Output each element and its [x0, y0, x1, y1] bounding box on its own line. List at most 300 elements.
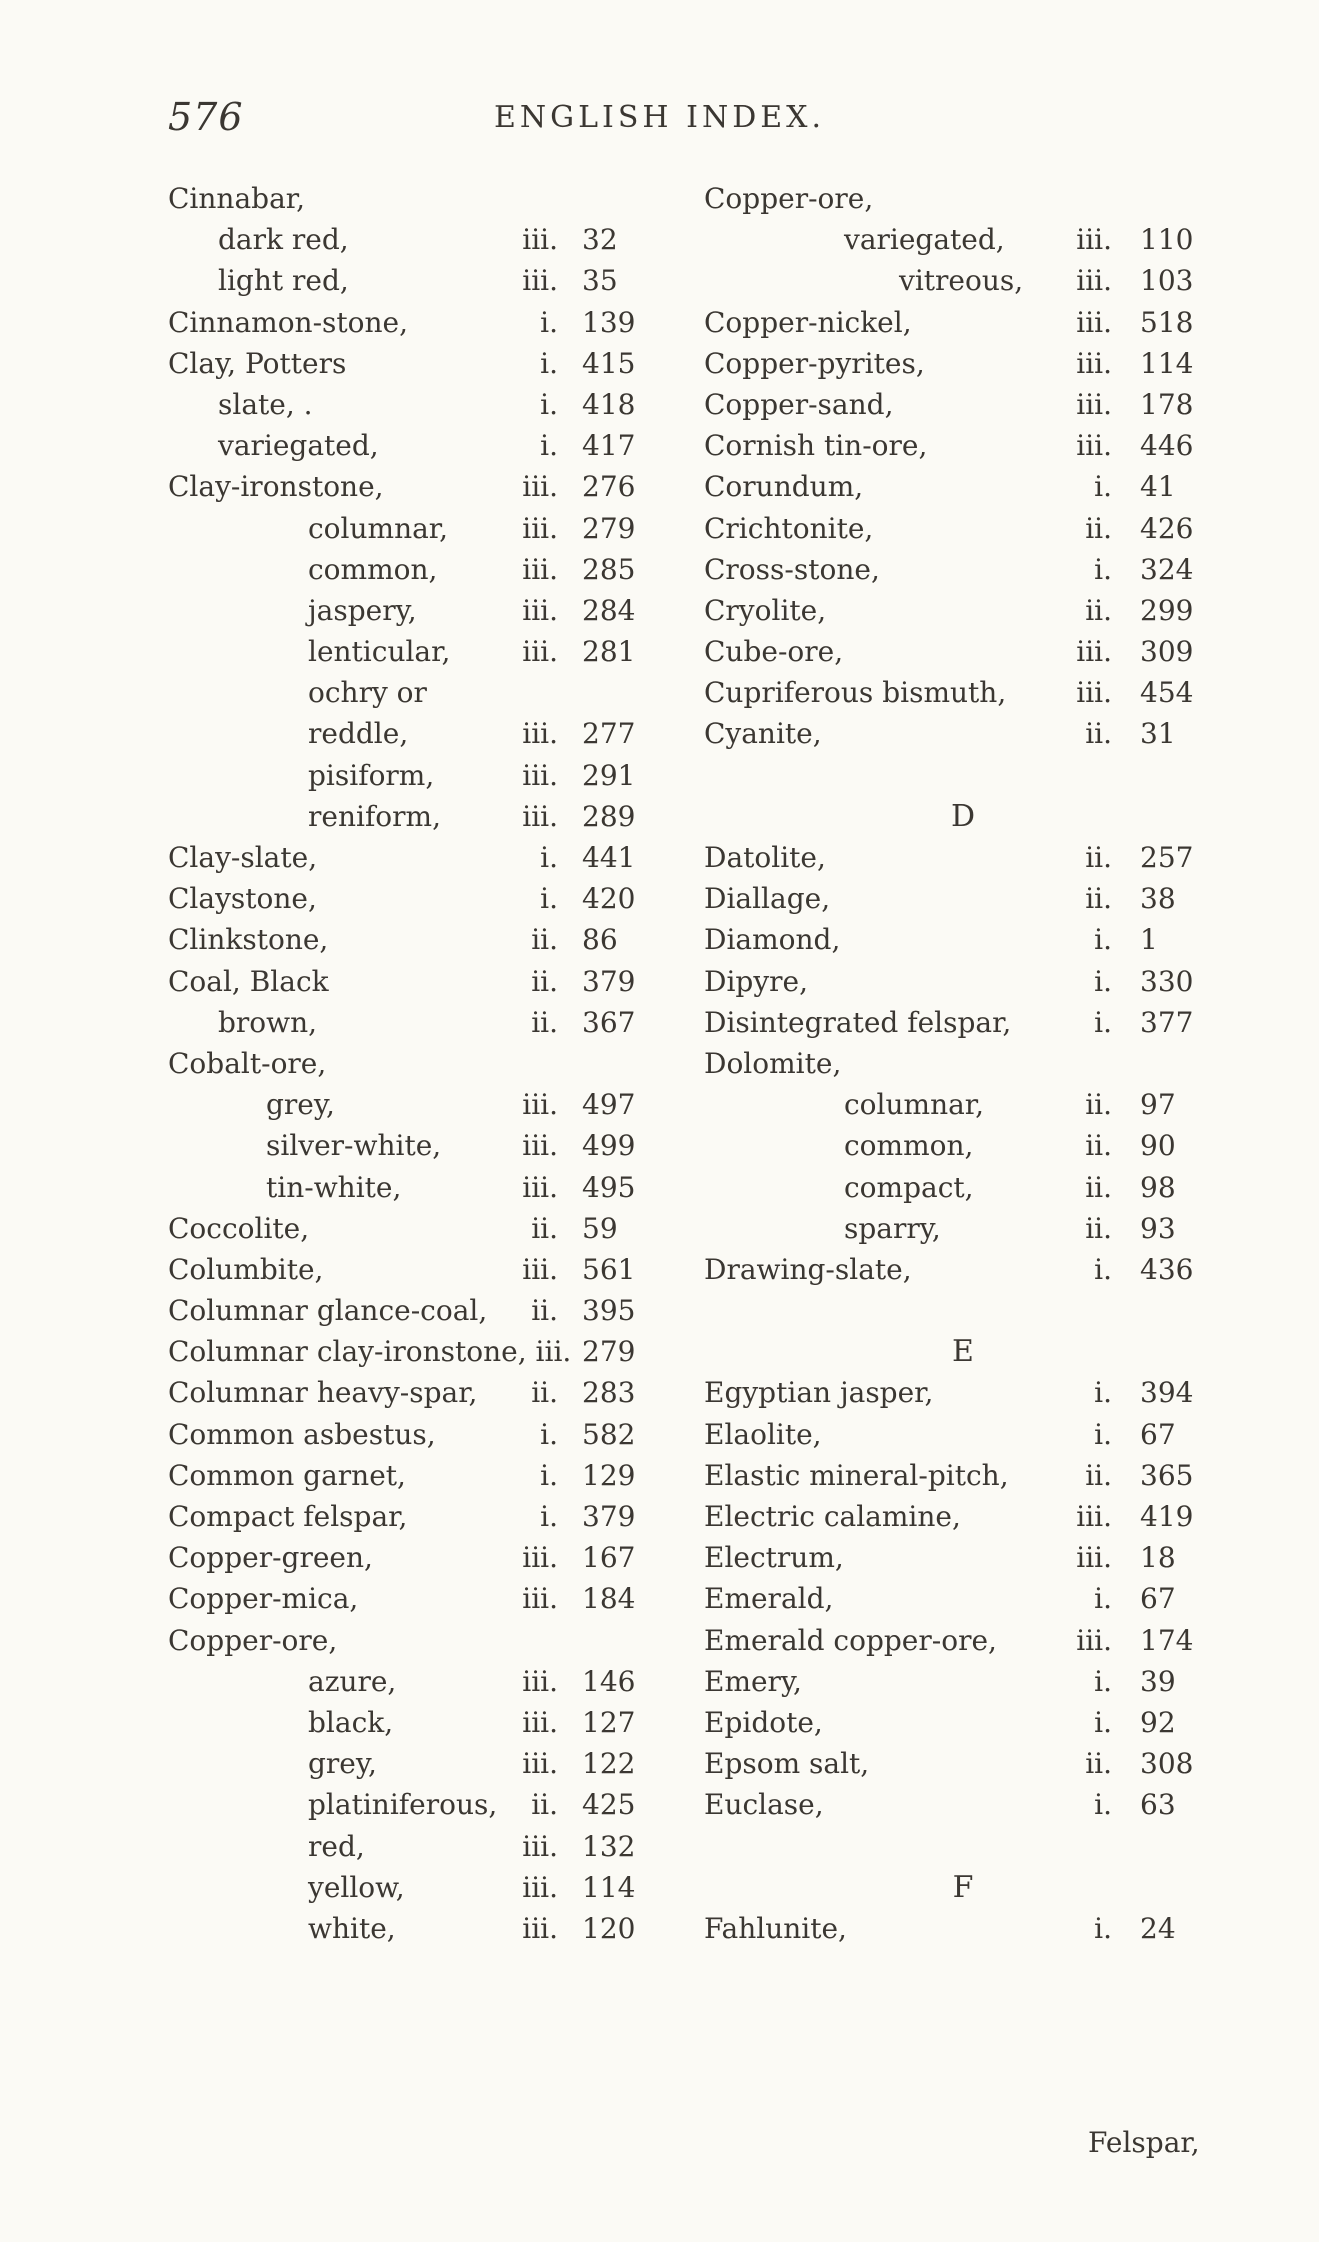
index-entry	[704, 1167, 1222, 1208]
entry-page: 454	[1140, 676, 1194, 710]
index-entry	[168, 1043, 698, 1084]
entry-page: 426	[1140, 511, 1194, 545]
index-entry	[168, 1496, 698, 1537]
index-entry	[168, 1661, 698, 1702]
entry-volume: i.	[1094, 1252, 1112, 1286]
entry-volume: ii.	[1085, 1088, 1112, 1122]
index-entry	[168, 343, 698, 384]
entry-term: grey,	[308, 1747, 377, 1781]
entry-volume: iii.	[522, 593, 558, 627]
index-entry	[704, 1743, 1222, 1784]
index-entry	[168, 1125, 698, 1166]
entry-volume: ii.	[531, 1788, 558, 1822]
entry-term: brown,	[218, 1005, 318, 1039]
entry-term: vitreous,	[899, 264, 1024, 298]
entry-term: Corundum,	[704, 470, 864, 504]
entry-term: Common asbestus,	[168, 1417, 436, 1451]
entry-term: white,	[308, 1911, 396, 1945]
entry-term: Cryolite,	[704, 593, 827, 627]
index-entry	[168, 302, 698, 343]
entry-term: Cinnamon-stone,	[168, 305, 409, 339]
entry-volume: iii.	[1076, 264, 1112, 298]
entry-page: 92	[1140, 1705, 1176, 1739]
index-entry	[168, 1455, 698, 1496]
index-entry	[168, 672, 698, 713]
entry-term: Cinnabar,	[168, 182, 305, 215]
index-entry	[704, 1578, 1222, 1619]
entry-volume: iii.	[522, 1870, 558, 1904]
entry-page: 90	[1140, 1129, 1176, 1163]
entry-volume: i.	[1094, 552, 1112, 586]
entry-volume: iii.	[1076, 676, 1112, 710]
index-entry	[168, 1249, 698, 1290]
entry-volume: iii.	[522, 1705, 558, 1739]
entry-page: 309	[1140, 635, 1194, 669]
index-entry	[704, 260, 1222, 301]
entry-page: 146	[582, 1664, 636, 1698]
index-entry	[168, 755, 698, 796]
index-entry	[704, 1702, 1222, 1743]
entry-volume: iii.	[522, 552, 558, 586]
entry-volume: ii.	[1085, 1458, 1112, 1492]
entry-term: Cross-stone,	[704, 552, 880, 586]
index-entry	[704, 302, 1222, 343]
entry-volume: iii.	[1076, 1541, 1112, 1575]
entry-volume: ii.	[1085, 1170, 1112, 1204]
index-entry	[704, 1208, 1222, 1249]
entry-term: Dolomite,	[704, 1046, 842, 1080]
index-entry	[704, 631, 1222, 672]
entry-volume: ii.	[1085, 1129, 1112, 1163]
index-entry	[704, 425, 1222, 466]
index-entry	[704, 1002, 1222, 1043]
entry-volume: iii.	[522, 1664, 558, 1698]
entry-volume: iii.	[522, 799, 558, 833]
index-entry	[704, 837, 1222, 878]
entry-volume: iii.	[1076, 387, 1112, 421]
section-letter-row	[704, 1867, 1222, 1908]
entry-volume: iii.	[1076, 1500, 1112, 1533]
entry-term: common,	[308, 552, 438, 586]
index-entry	[704, 1784, 1222, 1825]
index-entry	[704, 1537, 1222, 1578]
entry-volume: ii.	[531, 1294, 558, 1328]
index-entry	[704, 384, 1222, 425]
entry-term: variegated,	[218, 429, 379, 463]
index-entry	[704, 672, 1222, 713]
index-entry	[168, 260, 698, 301]
entry-term: Electric calamine,	[704, 1500, 961, 1533]
entry-page: 1	[1140, 923, 1158, 957]
entry-term: Copper-pyrites,	[704, 346, 925, 380]
entry-term: black,	[308, 1705, 394, 1739]
entry-term: Emerald copper-ore,	[704, 1623, 997, 1657]
entry-page: 417	[582, 429, 636, 463]
entry-volume: iii.	[1076, 305, 1112, 339]
entry-page: 31	[1140, 717, 1176, 751]
index-entry	[168, 178, 698, 219]
index-entry	[704, 343, 1222, 384]
index-entry	[704, 590, 1222, 631]
index-entry	[168, 425, 698, 466]
entry-term: Emerald,	[704, 1582, 834, 1616]
entry-term: Copper-ore,	[704, 182, 874, 215]
entry-volume: i.	[1094, 1705, 1112, 1739]
index-entry	[168, 1002, 698, 1043]
entry-page: 67	[1140, 1582, 1176, 1616]
entry-page: 446	[1140, 429, 1194, 463]
entry-term: Columnar glance-coal,	[168, 1294, 488, 1328]
entry-term: Epsom salt,	[704, 1747, 870, 1781]
index-entry	[168, 1826, 698, 1867]
index-entry	[168, 1784, 698, 1825]
index-entry	[704, 1826, 1222, 1867]
index-column-left	[168, 178, 698, 1949]
index-entry	[704, 1414, 1222, 1455]
index-entry	[168, 590, 698, 631]
entry-volume: iii.	[522, 470, 558, 504]
entry-term: Euclase,	[704, 1788, 824, 1822]
catchword: Felspar,	[1088, 2126, 1200, 2159]
running-head: ENGLISH INDEX.	[493, 100, 826, 135]
entry-term: Columbite,	[168, 1252, 324, 1286]
index-entry	[168, 837, 698, 878]
index-entry	[704, 1372, 1222, 1413]
entry-volume: i.	[1094, 470, 1112, 504]
entry-volume: iii.	[522, 1252, 558, 1286]
entry-page: 86	[582, 923, 618, 957]
index-entry	[168, 1620, 698, 1661]
entry-term: Coccolite,	[168, 1211, 310, 1245]
entry-page: 97	[1140, 1088, 1176, 1122]
entry-term: yellow,	[308, 1870, 405, 1904]
entry-page: 257	[1140, 841, 1194, 874]
entry-term: reddle,	[308, 717, 409, 751]
entry-page: 497	[582, 1088, 636, 1122]
entry-term: Clay-ironstone,	[168, 470, 384, 504]
index-entry	[168, 508, 698, 549]
entry-term: Clay-slate,	[168, 841, 318, 874]
index-entry	[168, 1578, 698, 1619]
entry-term: sparry,	[844, 1211, 941, 1245]
entry-term: Claystone,	[168, 882, 317, 916]
index-entry	[704, 1125, 1222, 1166]
entry-page: 367	[582, 1005, 636, 1039]
index-entry	[168, 961, 698, 1002]
entry-page: 35	[582, 264, 618, 298]
entry-term: Clay, Potters	[168, 346, 347, 380]
entry-page: 110	[1140, 223, 1194, 257]
entry-page: 103	[1140, 264, 1194, 298]
entry-volume: ii.	[531, 964, 558, 998]
entry-term: Cube-ore,	[704, 635, 844, 669]
entry-term: Emery,	[704, 1664, 802, 1698]
index-entry	[168, 219, 698, 260]
index-entry	[704, 755, 1222, 796]
entry-volume: i.	[540, 346, 558, 380]
entry-page: 394	[1140, 1376, 1194, 1410]
section-letter: D	[950, 798, 976, 834]
entry-page: 441	[582, 841, 636, 874]
entry-term: Columnar clay-ironstone, iii.	[168, 1335, 572, 1369]
entry-volume: iii.	[522, 1170, 558, 1204]
entry-term: Elaolite,	[704, 1417, 822, 1451]
index-entry	[704, 878, 1222, 919]
entry-page: 18	[1140, 1541, 1176, 1575]
index-entry	[168, 1167, 698, 1208]
entry-volume: iii.	[522, 1747, 558, 1781]
entry-volume: i.	[540, 305, 558, 339]
index-entry	[704, 1620, 1222, 1661]
entry-term: compact,	[844, 1170, 974, 1204]
index-entry	[168, 713, 698, 754]
index-entry	[704, 549, 1222, 590]
entry-term: reniform,	[308, 799, 441, 833]
entry-page: 308	[1140, 1747, 1194, 1781]
entry-volume: i.	[1094, 964, 1112, 998]
entry-volume: i.	[540, 387, 558, 421]
entry-page: 518	[1140, 305, 1194, 339]
entry-page: 98	[1140, 1170, 1176, 1204]
entry-term: azure,	[308, 1664, 397, 1698]
entry-page: 129	[582, 1458, 636, 1492]
entry-page: 377	[1140, 1005, 1194, 1039]
index-entry	[704, 508, 1222, 549]
entry-page: 281	[582, 635, 636, 669]
entry-volume: iii.	[522, 635, 558, 669]
entry-page: 379	[582, 1500, 636, 1533]
index-entry	[704, 1249, 1222, 1290]
entry-term: slate, .	[218, 387, 313, 421]
entry-volume: i.	[540, 1458, 558, 1492]
entry-term: columnar,	[844, 1088, 985, 1122]
entry-term: Copper-green,	[168, 1541, 373, 1575]
entry-volume: i.	[1094, 1417, 1112, 1451]
entry-page: 63	[1140, 1788, 1176, 1822]
entry-page: 178	[1140, 387, 1194, 421]
entry-page: 114	[1140, 346, 1194, 380]
entry-term: Drawing-slate,	[704, 1252, 912, 1286]
index-entry	[704, 1496, 1222, 1537]
section-letter: E	[952, 1334, 974, 1370]
entry-page: 127	[582, 1705, 636, 1739]
index-entry	[704, 961, 1222, 1002]
entry-volume: i.	[540, 882, 558, 916]
entry-page: 41	[1140, 470, 1176, 504]
entry-term: Cyanite,	[704, 717, 822, 751]
index-entry	[168, 631, 698, 672]
entry-page: 167	[582, 1541, 636, 1575]
entry-volume: ii.	[531, 923, 558, 957]
entry-page: 67	[1140, 1417, 1176, 1451]
entry-volume: iii.	[522, 511, 558, 545]
index-entry	[168, 1208, 698, 1249]
section-letter-row	[704, 1331, 1222, 1372]
index-entry	[704, 713, 1222, 754]
entry-page: 139	[582, 305, 636, 339]
entry-term: red,	[308, 1829, 365, 1863]
entry-page: 132	[582, 1829, 636, 1863]
index-entry	[704, 1908, 1222, 1949]
entry-term: Cobalt-ore,	[168, 1046, 327, 1080]
entry-page: 289	[582, 799, 636, 833]
index-entry	[168, 1372, 698, 1413]
entry-term: Fahlunite,	[704, 1911, 847, 1945]
entry-volume: iii.	[522, 1582, 558, 1616]
entry-term: Clinkstone,	[168, 923, 329, 957]
entry-volume: i.	[1094, 1582, 1112, 1616]
entry-page: 395	[582, 1294, 636, 1328]
entry-term: jaspery,	[308, 593, 417, 627]
index-entry	[168, 1867, 698, 1908]
index-entry	[168, 1743, 698, 1784]
entry-term: Crichtonite,	[704, 511, 874, 545]
index-entry	[704, 219, 1222, 260]
entry-term: Dipyre,	[704, 964, 809, 998]
entry-volume: i.	[540, 1500, 558, 1533]
entry-term: Cupriferous bismuth,	[704, 676, 1007, 710]
entry-volume: i.	[1094, 1664, 1112, 1698]
entry-volume: i.	[1094, 1911, 1112, 1945]
index-entry	[168, 1290, 698, 1331]
index-entry	[168, 466, 698, 507]
entry-volume: ii.	[1085, 882, 1112, 916]
entry-volume: ii.	[531, 1211, 558, 1245]
entry-page: 365	[1140, 1458, 1194, 1492]
entry-volume: iii.	[522, 223, 558, 257]
index-entry	[704, 466, 1222, 507]
entry-page: 299	[1140, 593, 1194, 627]
entry-page: 277	[582, 717, 636, 751]
entry-page: 283	[582, 1376, 636, 1410]
entry-page: 330	[1140, 964, 1194, 998]
index-entry	[704, 919, 1222, 960]
index-entry	[168, 878, 698, 919]
index-entry	[168, 1084, 698, 1125]
entry-page: 291	[582, 758, 636, 792]
entry-volume: ii.	[1085, 841, 1112, 874]
index-entry	[168, 1537, 698, 1578]
entry-volume: ii.	[1085, 717, 1112, 751]
entry-page: 114	[582, 1870, 636, 1904]
entry-page: 184	[582, 1582, 636, 1616]
entry-page: 582	[582, 1417, 636, 1451]
index-entry	[168, 1908, 698, 1949]
entry-term: dark red,	[218, 223, 349, 257]
entry-volume: iii.	[522, 1911, 558, 1945]
entry-volume: ii.	[1085, 511, 1112, 545]
entry-term: Copper-nickel,	[704, 305, 912, 339]
entry-volume: ii.	[1085, 1747, 1112, 1781]
entry-term: Datolite,	[704, 841, 826, 874]
entry-page: 32	[582, 223, 618, 257]
entry-page: 379	[582, 964, 636, 998]
entry-volume: iii.	[522, 758, 558, 792]
entry-volume: iii.	[1076, 223, 1112, 257]
index-entry	[168, 1702, 698, 1743]
entry-volume: ii.	[1085, 593, 1112, 627]
entry-page: 279	[582, 1335, 636, 1369]
entry-term: variegated,	[844, 223, 1005, 257]
entry-term: Columnar heavy-spar,	[168, 1376, 478, 1410]
entry-volume: iii.	[522, 717, 558, 751]
entry-page: 59	[582, 1211, 618, 1245]
entry-term: common,	[844, 1129, 974, 1163]
entry-term: Disintegrated felspar,	[704, 1005, 1012, 1039]
entry-volume: i.	[540, 1417, 558, 1451]
entry-term: Copper-mica,	[168, 1582, 359, 1616]
entry-volume: iii.	[522, 1088, 558, 1122]
index-entry	[704, 178, 1222, 219]
entry-volume: i.	[1094, 1005, 1112, 1039]
entry-volume: iii.	[1076, 1623, 1112, 1657]
entry-term: Egyptian jasper,	[704, 1376, 934, 1410]
entry-volume: i.	[1094, 923, 1112, 957]
entry-term: grey,	[266, 1088, 335, 1122]
entry-term: Epidote,	[704, 1705, 823, 1739]
entry-volume: i.	[540, 429, 558, 463]
entry-page: 495	[582, 1170, 636, 1204]
section-letter: F	[952, 1869, 974, 1905]
entry-volume: iii.	[522, 264, 558, 298]
entry-page: 279	[582, 511, 636, 545]
index-entry	[704, 1084, 1222, 1125]
entry-volume: iii.	[1076, 346, 1112, 380]
entry-term: ochry or	[308, 676, 427, 710]
entry-term: Common garnet,	[168, 1458, 406, 1492]
entry-term: light red,	[218, 264, 349, 298]
entry-volume: iii.	[1076, 635, 1112, 669]
index-entry	[704, 1661, 1222, 1702]
index-entry	[704, 1455, 1222, 1496]
entry-page: 39	[1140, 1664, 1176, 1698]
entry-volume: iii.	[522, 1541, 558, 1575]
entry-page: 418	[582, 387, 636, 421]
entry-term: Diamond,	[704, 923, 841, 957]
index-entry	[704, 1043, 1222, 1084]
entry-page: 276	[582, 470, 636, 504]
entry-page: 425	[582, 1788, 636, 1822]
entry-volume: iii.	[522, 1829, 558, 1863]
entry-page: 24	[1140, 1911, 1176, 1945]
entry-term: Compact felspar,	[168, 1500, 408, 1533]
entry-page: 436	[1140, 1252, 1194, 1286]
entry-term: Copper-ore,	[168, 1623, 338, 1657]
entry-page: 561	[582, 1252, 636, 1286]
entry-page: 415	[582, 346, 636, 380]
entry-volume: iii.	[1076, 429, 1112, 463]
entry-term: lenticular,	[308, 635, 451, 669]
entry-term: Electrum,	[704, 1541, 844, 1575]
entry-volume: i.	[1094, 1788, 1112, 1822]
entry-volume: ii.	[1085, 1211, 1112, 1245]
entry-term: Diallage,	[704, 882, 831, 916]
entry-volume: iii.	[522, 1129, 558, 1163]
entry-page: 419	[1140, 1500, 1194, 1533]
entry-term: platiniferous,	[308, 1788, 498, 1822]
entry-page: 420	[582, 882, 636, 916]
page-number: 576	[168, 95, 244, 139]
entry-volume: ii.	[531, 1376, 558, 1410]
entry-page: 499	[582, 1129, 636, 1163]
entry-term: silver-white,	[266, 1129, 442, 1163]
entry-page: 122	[582, 1747, 636, 1781]
entry-volume: ii.	[531, 1005, 558, 1039]
section-letter-row	[704, 796, 1222, 837]
entry-term: pisiform,	[308, 758, 435, 792]
entry-page: 38	[1140, 882, 1176, 916]
entry-term: Cornish tin-ore,	[704, 429, 928, 463]
